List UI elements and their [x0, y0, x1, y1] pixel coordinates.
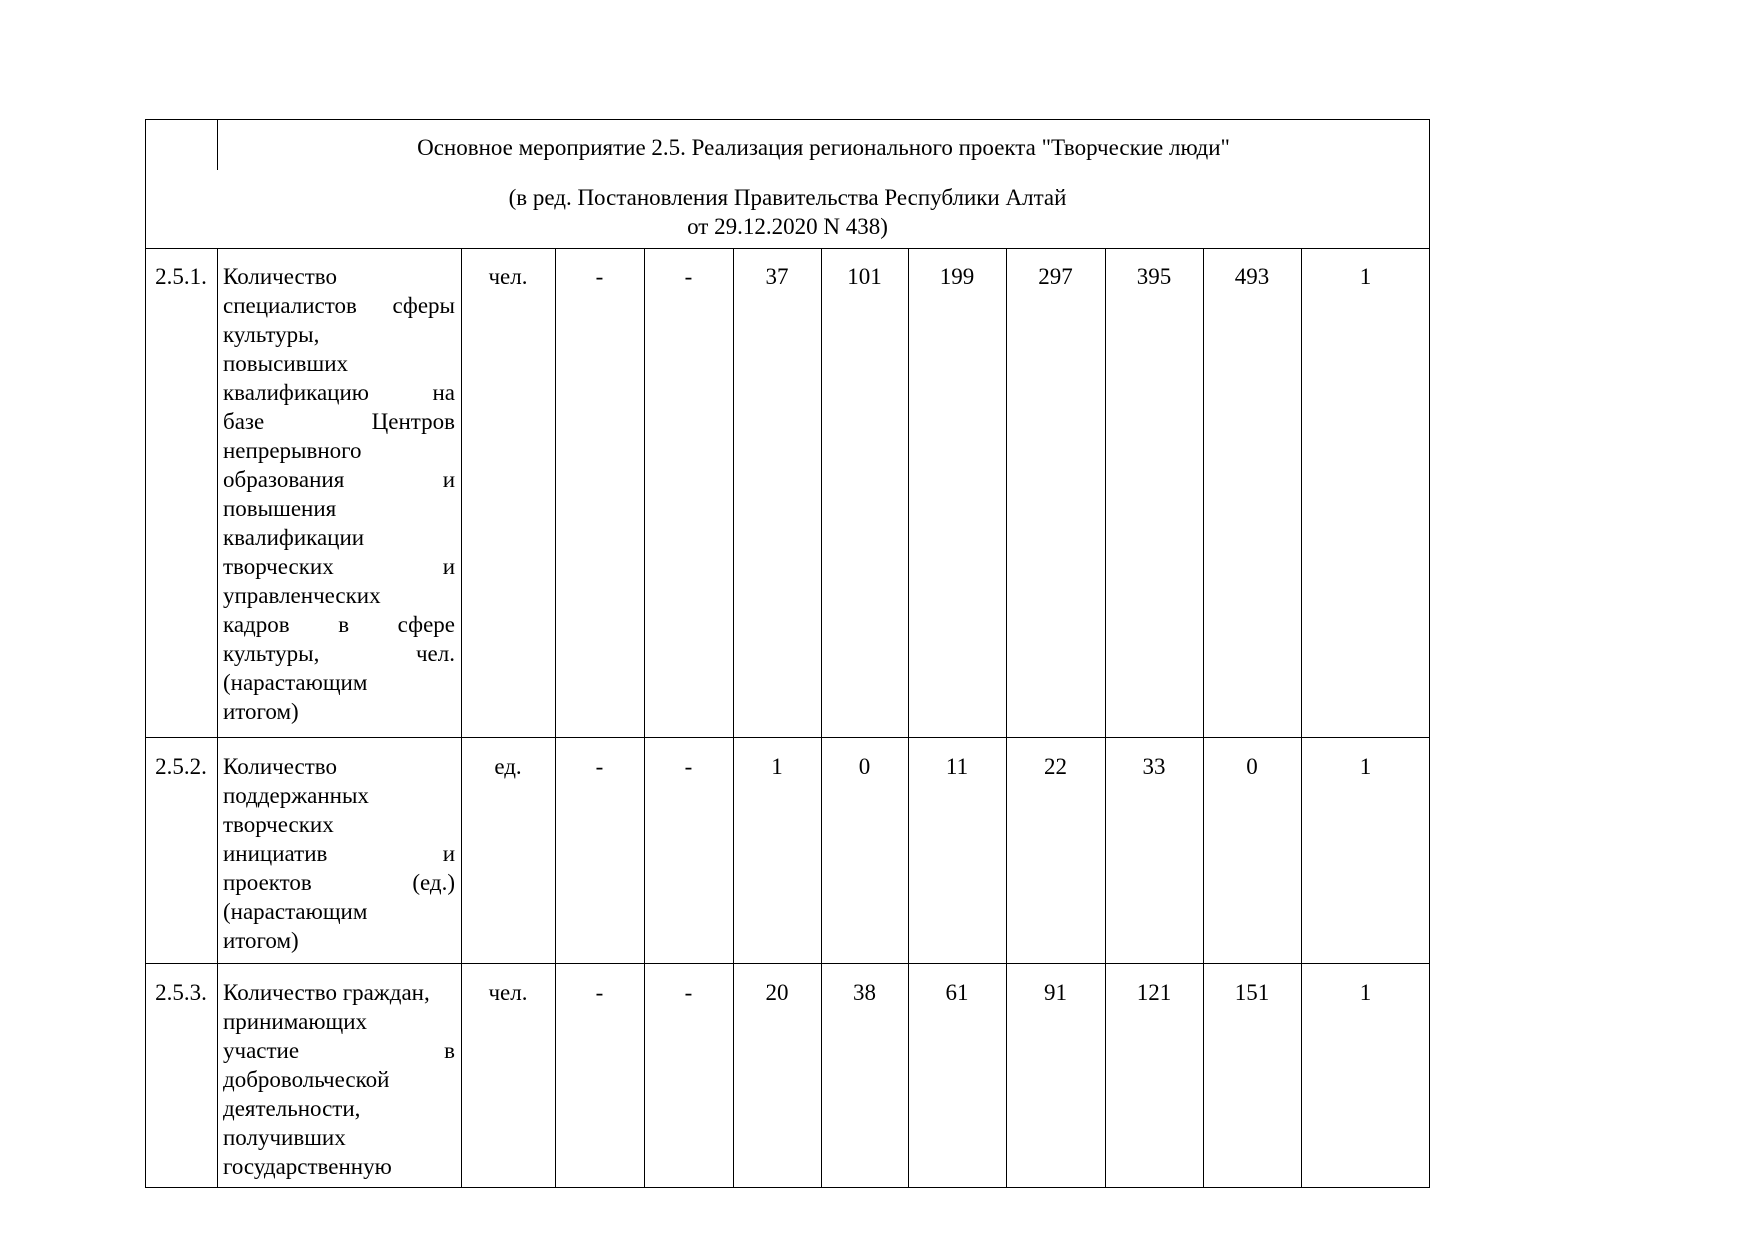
- column-divider: [1203, 248, 1204, 1188]
- row-divider: [145, 248, 1430, 249]
- value-cell: 1: [771, 754, 783, 779]
- column-divider: [461, 248, 462, 1188]
- desc-line: квалификации: [223, 525, 365, 550]
- desc-line: управленческих: [223, 583, 381, 608]
- desc-line: квалификацию на: [223, 380, 455, 405]
- value-cell: 33: [1142, 754, 1166, 779]
- desc-line: инициатив и: [223, 841, 455, 866]
- value-cell: 395: [1136, 264, 1172, 289]
- desc-line: образования и: [223, 467, 455, 492]
- indicator-description: [223, 978, 455, 1181]
- unit-cell: чел.: [488, 264, 528, 289]
- column-divider: [1105, 248, 1106, 1188]
- amendment-line: (в ред. Постановления Правительства Республики Алтай: [508, 185, 1067, 210]
- value-cell: -: [684, 754, 693, 779]
- desc-line: государственную: [223, 1154, 392, 1179]
- value-cell: 1: [1359, 264, 1372, 289]
- column-divider: [555, 248, 556, 1188]
- amendment-line: от 29.12.2020 N 438): [687, 214, 888, 239]
- desc-line: культуры,: [223, 322, 320, 347]
- section-amendment-note: [145, 183, 1430, 241]
- desc-line: повышения: [223, 496, 337, 521]
- value-cell: 493: [1234, 264, 1270, 289]
- value-cell: 1: [1359, 980, 1372, 1005]
- row-number: 2.5.2.: [155, 754, 207, 779]
- value-cell: 61: [945, 980, 969, 1005]
- indicator-description: [223, 262, 455, 726]
- unit-cell: чел.: [488, 980, 528, 1005]
- desc-line: специалистов сферы: [223, 293, 455, 318]
- column-divider: [733, 248, 734, 1188]
- desc-line: базе Центров: [223, 409, 455, 434]
- desc-line: кадров в сфере: [223, 612, 455, 637]
- value-cell: -: [684, 264, 693, 289]
- row-number: 2.5.3.: [155, 980, 207, 1005]
- value-cell: 20: [765, 980, 789, 1005]
- desc-line: проектов (ед.): [223, 870, 455, 895]
- value-cell: 91: [1044, 980, 1067, 1005]
- desc-line: получивших: [223, 1125, 346, 1150]
- unit-cell: ед.: [494, 754, 522, 779]
- column-divider: [217, 248, 218, 1188]
- column-divider: [908, 248, 909, 1188]
- value-cell: 151: [1234, 980, 1270, 1005]
- value-cell: 121: [1136, 980, 1172, 1005]
- desc-line: добровольческой: [223, 1067, 390, 1092]
- desc-line: Количество: [223, 264, 337, 289]
- value-cell: 101: [847, 264, 882, 289]
- desc-line: (нарастающим: [223, 670, 368, 695]
- desc-line: деятельности,: [223, 1096, 361, 1121]
- value-cell: 0: [1246, 754, 1258, 779]
- value-cell: -: [595, 980, 604, 1005]
- desc-line: Количество: [223, 754, 337, 779]
- column-divider: [1301, 248, 1302, 1188]
- indicator-description: [223, 752, 455, 955]
- row-number: 2.5.1.: [155, 264, 207, 289]
- desc-line: итогом): [223, 928, 299, 953]
- column-divider: [1006, 248, 1007, 1188]
- desc-line: участие в: [223, 1038, 455, 1063]
- desc-line: поддержанных: [223, 783, 369, 808]
- desc-line: Количество граждан,: [223, 980, 430, 1005]
- value-cell: 199: [939, 264, 975, 289]
- column-divider: [821, 248, 822, 1188]
- value-cell: 22: [1044, 754, 1067, 779]
- value-cell: -: [595, 754, 604, 779]
- desc-line: (нарастающим: [223, 899, 368, 924]
- value-cell: 0: [858, 754, 871, 779]
- value-cell: -: [684, 980, 693, 1005]
- value-cell: 37: [765, 264, 789, 289]
- value-cell: 38: [853, 980, 876, 1005]
- desc-line: непрерывного: [223, 438, 362, 463]
- desc-line: творческих: [223, 812, 334, 837]
- desc-line: итогом): [223, 699, 299, 724]
- value-cell: 297: [1038, 264, 1073, 289]
- value-cell: 11: [945, 754, 969, 779]
- desc-line: принимающих: [223, 1009, 368, 1034]
- row-divider: [145, 737, 1430, 738]
- section-title: Основное мероприятие 2.5. Реализация регионального проекта "Творческие люди": [417, 135, 1230, 160]
- value-cell: 1: [1359, 754, 1372, 779]
- value-cell: -: [595, 264, 604, 289]
- desc-line: творческих и: [223, 554, 455, 579]
- row-divider: [145, 963, 1430, 964]
- desc-line: повысивших: [223, 351, 349, 376]
- column-divider: [644, 248, 645, 1188]
- desc-line: культуры, чел.: [223, 641, 455, 666]
